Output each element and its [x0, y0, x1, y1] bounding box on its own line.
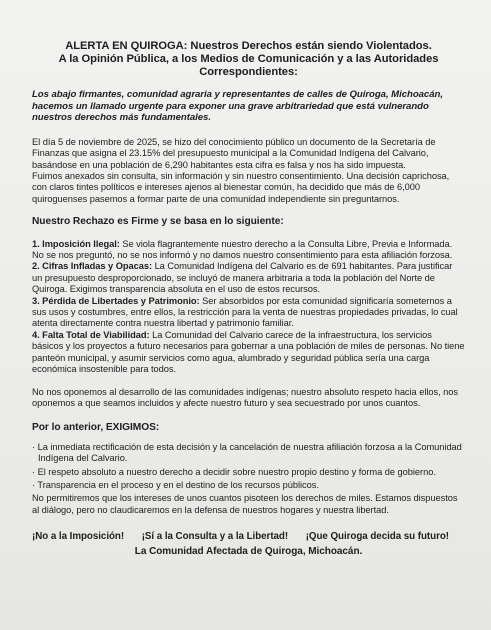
- exigimos-item: · Transparencia en el proceso y en el destino de los recursos públicos.: [32, 479, 319, 490]
- slogan: ¡Sí a la Consulta y a la Libertad!: [141, 531, 289, 543]
- header-line-1: ALERTA EN QUIROGA: Nuestros Derechos están siendo Violentados.: [65, 40, 432, 52]
- rechazo-list: [32, 239, 465, 376]
- exigimos-heading: Por lo anterior, EXIGIMOS:: [32, 422, 160, 434]
- rechazo-item: [32, 239, 465, 262]
- rechazo-heading: Nuestro Rechazo es Firme y se basa en lo siguiente:: [32, 216, 284, 228]
- rechazo-item: [32, 261, 465, 295]
- intro-paragraph-1: El día 5 de noviembre de 2025, se hizo del conocimiento público un documento de la Secretaría de Finanzas que asigna el 23.15% del presupuesto municipal a la Comunidad Indígena del Calvario, basándose en una población de 6,290 habitantes esta cifra es falsa y nos ha sido impuesta.: [32, 136, 436, 170]
- rechazo-item-text: Ser absorbidos por esta comunidad significaría someternos a sus usos y costumbres, entre ellos, la restricción para la venta de nuestras propiedades privadas, lo cual atenta directamente contra nuestra libertad y patrimonio familiar.: [32, 295, 458, 329]
- exigimos-closing: No permitiremos que los intereses de unos cuantos pisoteen los derechos de miles. Estamos dispuestos al diálogo, pero no claudicaremos en la defensa de nuestros hogares y nuestra libertad.: [32, 493, 458, 515]
- slogan: ¡Que Quiroga decida su futuro!: [305, 531, 449, 543]
- document-header: [32, 40, 465, 79]
- exigimos-item: · El respeto absoluto a nuestro derecho a decidir sobre nuestro propio destino y forma de gobierno.: [32, 466, 436, 477]
- lead-paragraph: Los abajo firmantes, comunidad agraria y representantes de calles de Quiroga, Michoacán, hacemos un llamado urgente para exponer una grave arbitrariedad que está vulnerando nuestros derechos más fundamentales.: [32, 89, 443, 124]
- signature: La Comunidad Afectada de Quiroga, Michoacán.: [134, 545, 363, 557]
- exigimos-list: [32, 442, 465, 492]
- rechazo-item: [32, 296, 465, 330]
- intro-paragraph-2: Fuimos anexados sin consulta, sin información y sin nuestro consentimiento. Una decisión caprichosa, con claros tintes políticos e intereses ajenos al bienestar común, ha decidido que más de 6,000 quiroguenses pasemos a formar parte de una comunidad independiente sin preguntarnos.: [32, 171, 450, 204]
- slogan: ¡No a la Imposición!: [32, 531, 125, 543]
- intro-section: [32, 137, 465, 205]
- oposicion-paragraph: No nos oponemos al desarrollo de las comunidades indígenas; nuestro absoluto respeto hacia ellos, nos oponemos a que seamos incluidos y afecte nuestro futuro y sea secuestrado por unos cuantos.: [32, 386, 458, 408]
- rechazo-item-text: La Comunidad Indígena del Calvario es de 691 habitantes. Para justificar un presupuesto desproporcionado, se incluyó de manera arbitraria a toda la población del Norte de Quiroga. Exigimos transparencia absoluta en el uso de estos recursos.: [32, 261, 453, 295]
- rechazo-item-text: Se viola flagrantemente nuestro derecho a la Consulta Libre, Previa e Informada. No se nos preguntó, no se nos informó y no damos nuestro consentimiento para esta afiliación forzosa.: [32, 238, 453, 261]
- header-line-2: A la Opinión Pública, a los Medios de Comunicación y a las Autoridades: [58, 53, 439, 65]
- rechazo-item: [32, 330, 465, 376]
- rechazo-item-title: 3. Pérdida de Libertades y Patrimonio:: [32, 295, 200, 306]
- rechazo-item-text: La Comunidad del Calvario carece de la infraestructura, los servicios básicos y los proyectos a futuro necesarios para gobernar a una población de miles de personas. No tiene panteón municipal, y asumir servicios como agua, alumbrado y seguridad pública sería una carga económica insostenible para todos.: [32, 329, 465, 375]
- rechazo-item-title: 2. Cifras Infladas y Opacas:: [32, 261, 153, 272]
- header-line-3: Correspondientes:: [199, 66, 298, 78]
- bullet-dot-icon: ·: [32, 466, 38, 477]
- slogans-row: [32, 531, 465, 542]
- bullet-dot-icon: ·: [32, 441, 38, 452]
- rechazo-item-title: 1. Imposición Ilegal:: [32, 238, 120, 249]
- rechazo-item-title: 4. Falta Total de Viabilidad:: [32, 329, 150, 340]
- exigimos-item: · La inmediata rectificación de esta decisión y la cancelación de nuestra afiliación forzosa a la Comunidad Indígena del Calvario.: [32, 441, 462, 464]
- bullet-dot-icon: ·: [32, 479, 38, 490]
